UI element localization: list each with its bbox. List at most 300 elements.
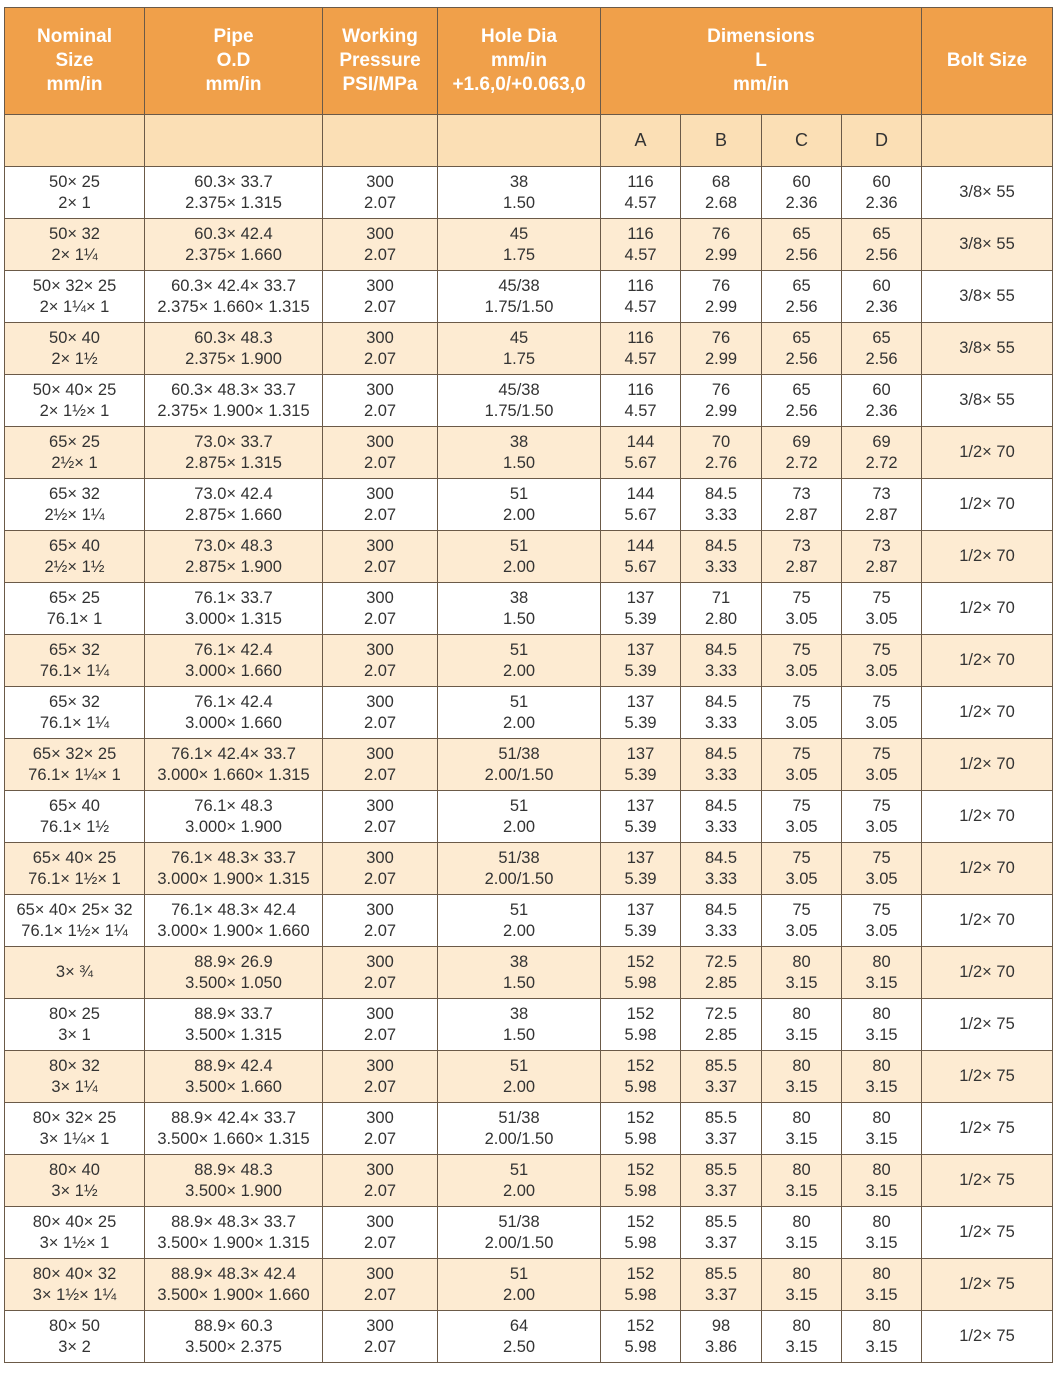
cell-nominal-size-line: 50× 40 — [49, 328, 100, 347]
col-header-nominal-size: Nominal Size mm/in — [5, 8, 145, 115]
cell-nominal-size — [5, 271, 145, 323]
cell-dim-d — [842, 635, 922, 687]
cell-dim-d-line: 2.56 — [865, 349, 898, 368]
cell-dim-a — [601, 167, 681, 219]
cell-pipe-od-line: 3.000× 1.660 — [185, 713, 282, 732]
cell-pipe-od-line: 3.500× 1.660 — [185, 1077, 282, 1096]
cell-working-pressure — [323, 999, 438, 1051]
cell-dim-c — [762, 843, 842, 895]
cell-dim-d — [842, 895, 922, 947]
cell-dim-a-line: 5.98 — [624, 1025, 657, 1044]
cell-working-pressure-line: 300 — [366, 692, 394, 711]
cell-working-pressure-line: 2.07 — [363, 245, 397, 264]
cell-pipe-od-line: 88.9× 48.3× 42.4 — [171, 1264, 296, 1283]
cell-pipe-od — [145, 479, 323, 531]
cell-dim-a-line: 4.57 — [624, 297, 657, 316]
cell-pipe-od-line: 2.375× 1.660 — [185, 245, 282, 264]
cell-pipe-od-line: 2.875× 1.660 — [185, 505, 282, 524]
cell-dim-a-line: 152 — [626, 1264, 655, 1283]
cell-dim-c-line: 80 — [792, 1212, 811, 1231]
col-header-dimensions: Dimensions L mm/in — [601, 8, 922, 115]
cell-dim-b-line: 3.86 — [704, 1337, 738, 1356]
cell-dim-b — [681, 895, 762, 947]
cell-hole-dia-line: 2.00/1.50 — [484, 1233, 554, 1252]
cell-pipe-od-line: 2.375× 1.900× 1.315 — [157, 401, 310, 420]
cell-hole-dia — [438, 687, 601, 739]
cell-hole-dia — [438, 1155, 601, 1207]
cell-dim-b — [681, 687, 762, 739]
cell-hole-dia-line: 1.50 — [502, 1025, 536, 1044]
cell-nominal-size-line: 65× 25 — [49, 432, 100, 451]
cell-dim-b-line: 2.68 — [704, 193, 738, 212]
table-row — [5, 531, 1053, 583]
cell-working-pressure — [323, 219, 438, 271]
cell-hole-dia-line: 2.00 — [502, 661, 536, 680]
cell-dim-b — [681, 1259, 762, 1311]
cell-dim-a-line: 137 — [626, 900, 655, 919]
cell-dim-d — [842, 1207, 922, 1259]
cell-dim-b-line: 3.33 — [704, 661, 738, 680]
cell-dim-d-line: 3.15 — [865, 1233, 898, 1252]
col-header-pipe-od: Pipe O.D mm/in — [145, 8, 323, 115]
cell-pipe-od-line: 3.000× 1.900× 1.660 — [157, 921, 310, 940]
cell-dim-d — [842, 1311, 922, 1363]
cell-dim-b-line: 98 — [711, 1316, 731, 1335]
cell-dim-a — [601, 1259, 681, 1311]
cell-working-pressure-line: 2.07 — [363, 869, 397, 888]
cell-dim-a — [601, 427, 681, 479]
cell-dim-b — [681, 791, 762, 843]
cell-dim-d-line: 3.15 — [865, 1129, 898, 1148]
cell-pipe-od-line: 2.875× 1.900 — [185, 557, 282, 576]
cell-dim-c-line: 69 — [792, 432, 811, 451]
cell-dim-a-line: 152 — [626, 1056, 655, 1075]
cell-nominal-size-line: 2½× 1½ — [44, 557, 105, 576]
cell-dim-b — [681, 1103, 762, 1155]
cell-bolt-size: 1/2× 70 — [922, 531, 1053, 583]
subheader-a: A — [601, 115, 681, 167]
cell-dim-a-line: 5.98 — [624, 1285, 657, 1304]
cell-dim-d-line: 3.05 — [865, 713, 898, 732]
cell-dim-a — [601, 687, 681, 739]
cell-dim-d-line: 75 — [872, 744, 891, 763]
cell-dim-c-line: 2.87 — [785, 505, 818, 524]
cell-hole-dia — [438, 843, 601, 895]
cell-working-pressure-line: 2.07 — [363, 297, 397, 316]
cell-nominal-size-line: 65× 32 — [49, 484, 100, 503]
cell-dim-d-line: 80 — [872, 1212, 891, 1231]
cell-pipe-od-line: 88.9× 48.3 — [194, 1160, 273, 1179]
cell-hole-dia-line: 51 — [509, 484, 529, 503]
cell-hole-dia — [438, 479, 601, 531]
cell-pipe-od-line: 2.375× 1.660× 1.315 — [157, 297, 310, 316]
cell-dim-a — [601, 1311, 681, 1363]
cell-dim-b — [681, 583, 762, 635]
cell-dim-d-line: 3.15 — [865, 1077, 898, 1096]
cell-dim-b-line: 2.80 — [704, 609, 738, 628]
cell-dim-d-line: 3.15 — [865, 1025, 898, 1044]
cell-nominal-size-line: 65× 25 — [49, 588, 100, 607]
cell-pipe-od-line: 60.3× 33.7 — [194, 172, 273, 191]
cell-dim-b-line: 3.33 — [704, 921, 738, 940]
cell-dim-b-line: 2.99 — [704, 245, 738, 264]
cell-dim-b-line: 76 — [711, 328, 731, 347]
cell-dim-b — [681, 271, 762, 323]
table-row — [5, 843, 1053, 895]
cell-dim-a-line: 152 — [626, 952, 655, 971]
cell-nominal-size-line: 3× 1¼× 1 — [39, 1129, 110, 1148]
cell-working-pressure-line: 300 — [366, 328, 394, 347]
cell-pipe-od — [145, 323, 323, 375]
cell-dim-c-line: 75 — [792, 692, 811, 711]
cell-pipe-od — [145, 635, 323, 687]
cell-pipe-od-line: 88.9× 42.4× 33.7 — [171, 1108, 296, 1127]
cell-hole-dia — [438, 739, 601, 791]
cell-pipe-od-line: 3.500× 1.900× 1.660 — [157, 1285, 310, 1304]
cell-hole-dia-line: 51/38 — [498, 744, 540, 763]
cell-working-pressure — [323, 1207, 438, 1259]
cell-dim-a — [601, 999, 681, 1051]
cell-dim-a — [601, 1051, 681, 1103]
cell-pipe-od-line: 60.3× 48.3× 33.7 — [171, 380, 296, 399]
cell-pipe-od — [145, 739, 323, 791]
cell-dim-b-line: 3.37 — [704, 1233, 738, 1252]
cell-nominal-size — [5, 1103, 145, 1155]
cell-hole-dia-line: 2.00 — [502, 713, 536, 732]
cell-dim-b-line: 71 — [711, 588, 731, 607]
cell-dim-d-line: 80 — [872, 952, 891, 971]
cell-dim-d-line: 3.15 — [865, 973, 898, 992]
cell-dim-b-line: 84.5 — [704, 848, 738, 867]
cell-nominal-size — [5, 1259, 145, 1311]
cell-hole-dia-line: 1.75 — [502, 349, 536, 368]
cell-dim-a-line: 137 — [626, 588, 655, 607]
cell-dim-c-line: 80 — [792, 1264, 811, 1283]
cell-working-pressure-line: 300 — [366, 1056, 394, 1075]
cell-bolt-size: 1/2× 70 — [922, 635, 1053, 687]
cell-dim-d-line: 60 — [872, 380, 891, 399]
cell-dim-b-line: 3.33 — [704, 557, 738, 576]
cell-hole-dia — [438, 1103, 601, 1155]
cell-bolt-size: 3/8× 55 — [922, 167, 1053, 219]
cell-working-pressure-line: 2.07 — [363, 661, 397, 680]
cell-hole-dia — [438, 427, 601, 479]
cell-nominal-size-line: 80× 40× 25 — [32, 1212, 117, 1231]
cell-dim-c-line: 65 — [792, 328, 811, 347]
cell-dim-d — [842, 1051, 922, 1103]
cell-pipe-od-line: 76.1× 42.4 — [194, 640, 273, 659]
cell-hole-dia — [438, 895, 601, 947]
cell-pipe-od-line: 60.3× 48.3 — [194, 328, 273, 347]
cell-dim-a-line: 5.67 — [624, 453, 657, 472]
cell-dim-b-line: 76 — [711, 276, 731, 295]
cell-dim-c-line: 3.05 — [785, 713, 818, 732]
cell-dim-a-line: 5.39 — [624, 609, 657, 628]
cell-bolt-size: 1/2× 75 — [922, 1207, 1053, 1259]
cell-nominal-size-line: 76.1× 1¼ — [39, 713, 110, 732]
cell-working-pressure-line: 2.07 — [363, 1077, 397, 1096]
cell-dim-c-line: 2.56 — [785, 349, 818, 368]
cell-hole-dia-line: 2.00 — [502, 817, 536, 836]
cell-dim-b-line: 85.5 — [704, 1160, 738, 1179]
cell-nominal-size — [5, 999, 145, 1051]
cell-pipe-od-line: 88.9× 48.3× 33.7 — [171, 1212, 296, 1231]
cell-dim-d-line: 3.05 — [865, 609, 898, 628]
cell-dim-d-line: 65 — [872, 224, 891, 243]
cell-working-pressure-line: 300 — [366, 640, 394, 659]
cell-dim-c-line: 3.15 — [785, 1181, 818, 1200]
cell-dim-b-line: 2.85 — [704, 973, 738, 992]
cell-dim-a — [601, 1155, 681, 1207]
cell-nominal-size-line: 80× 32 — [49, 1056, 100, 1075]
table-row — [5, 167, 1053, 219]
cell-dim-d-line: 3.05 — [865, 661, 898, 680]
cell-dim-a — [601, 791, 681, 843]
cell-working-pressure-line: 300 — [366, 172, 394, 191]
cell-working-pressure — [323, 167, 438, 219]
cell-working-pressure — [323, 947, 438, 999]
cell-dim-a-line: 4.57 — [624, 193, 657, 212]
cell-dim-d-line: 3.15 — [865, 1181, 898, 1200]
cell-hole-dia — [438, 947, 601, 999]
cell-dim-b — [681, 375, 762, 427]
cell-nominal-size — [5, 1311, 145, 1363]
cell-hole-dia — [438, 323, 601, 375]
cell-pipe-od-line: 60.3× 42.4× 33.7 — [171, 276, 296, 295]
cell-dim-d-line: 75 — [872, 796, 891, 815]
cell-hole-dia-line: 1.75 — [502, 245, 536, 264]
subheader-d: D — [842, 115, 922, 167]
cell-dim-b-line: 84.5 — [704, 692, 738, 711]
cell-hole-dia — [438, 167, 601, 219]
col-header-working-pressure: Working Pressure PSI/MPa — [323, 8, 438, 115]
cell-working-pressure — [323, 271, 438, 323]
cell-nominal-size-line: 65× 40× 25 — [32, 848, 117, 867]
table-row — [5, 947, 1053, 999]
cell-hole-dia — [438, 219, 601, 271]
cell-dim-a — [601, 323, 681, 375]
cell-dim-b-line: 84.5 — [704, 640, 738, 659]
cell-pipe-od-line: 76.1× 42.4× 33.7 — [171, 744, 296, 763]
cell-dim-b-line: 84.5 — [704, 536, 738, 555]
cell-nominal-size-line: 2½× 1¼ — [44, 505, 105, 524]
subheader-c: C — [762, 115, 842, 167]
cell-dim-c — [762, 791, 842, 843]
cell-working-pressure-line: 2.07 — [363, 557, 397, 576]
cell-nominal-size-line: 76.1× 1¼ — [39, 661, 110, 680]
cell-dim-a-line: 4.57 — [624, 401, 657, 420]
cell-dim-d-line: 73 — [872, 484, 891, 503]
cell-nominal-size-line: 3× 1½× 1 — [39, 1233, 110, 1252]
cell-dim-b-line: 85.5 — [704, 1212, 738, 1231]
cell-pipe-od-line: 76.1× 48.3× 42.4 — [171, 900, 296, 919]
cell-dim-a-line: 152 — [626, 1004, 655, 1023]
cell-dim-b — [681, 323, 762, 375]
cell-dim-c — [762, 1207, 842, 1259]
cell-pipe-od-line: 2.375× 1.900 — [185, 349, 282, 368]
cell-dim-d-line: 80 — [872, 1108, 891, 1127]
cell-bolt-size: 1/2× 70 — [922, 947, 1053, 999]
cell-dim-d — [842, 323, 922, 375]
table-row — [5, 219, 1053, 271]
cell-working-pressure — [323, 791, 438, 843]
cell-dim-a — [601, 895, 681, 947]
cell-dim-b-line: 3.37 — [704, 1181, 738, 1200]
cell-working-pressure-line: 300 — [366, 1212, 394, 1231]
cell-dim-c — [762, 219, 842, 271]
cell-dim-b-line: 84.5 — [704, 900, 738, 919]
table-row — [5, 479, 1053, 531]
cell-dim-a-line: 5.98 — [624, 973, 657, 992]
cell-pipe-od — [145, 999, 323, 1051]
subheader-empty — [145, 115, 323, 167]
cell-dim-a — [601, 583, 681, 635]
cell-hole-dia — [438, 999, 601, 1051]
cell-dim-d-line: 60 — [872, 276, 891, 295]
cell-dim-c — [762, 635, 842, 687]
cell-dim-b-line: 68 — [711, 172, 731, 191]
cell-working-pressure-line: 300 — [366, 1264, 394, 1283]
cell-pipe-od-line: 3.000× 1.900× 1.315 — [157, 869, 310, 888]
cell-hole-dia-line: 1.50 — [502, 973, 536, 992]
cell-dim-c-line: 3.05 — [785, 765, 818, 784]
col-header-hole-dia: Hole Dia mm/in +1.6,0/+0.063,0 — [438, 8, 601, 115]
cell-dim-c-line: 80 — [792, 952, 811, 971]
cell-nominal-size — [5, 323, 145, 375]
cell-dim-d — [842, 739, 922, 791]
cell-pipe-od-line: 3.000× 1.900 — [185, 817, 282, 836]
cell-nominal-size — [5, 1051, 145, 1103]
cell-dim-c-line: 65 — [792, 380, 811, 399]
cell-dim-c-line: 60 — [792, 172, 811, 191]
table-row — [5, 895, 1053, 947]
cell-bolt-size: 1/2× 70 — [922, 895, 1053, 947]
cell-dim-c — [762, 1259, 842, 1311]
cell-dim-b-line: 72.5 — [704, 952, 738, 971]
cell-dim-d — [842, 167, 922, 219]
cell-hole-dia — [438, 635, 601, 687]
cell-dim-d — [842, 947, 922, 999]
cell-pipe-od — [145, 895, 323, 947]
cell-dim-c-line: 3.15 — [785, 1233, 818, 1252]
cell-dim-c — [762, 1103, 842, 1155]
cell-pipe-od-line: 3.000× 1.660 — [185, 661, 282, 680]
cell-dim-a — [601, 843, 681, 895]
cell-hole-dia-line: 2.50 — [502, 1337, 536, 1356]
cell-dim-d-line: 75 — [872, 848, 891, 867]
cell-working-pressure — [323, 583, 438, 635]
cell-dim-a-line: 116 — [627, 276, 654, 295]
cell-bolt-size: 1/2× 70 — [922, 687, 1053, 739]
cell-dim-b-line: 3.33 — [704, 869, 738, 888]
cell-hole-dia-line: 38 — [509, 172, 529, 191]
cell-dim-c-line: 3.15 — [785, 1077, 818, 1096]
cell-dim-d-line: 73 — [872, 536, 891, 555]
subheader-b: B — [681, 115, 762, 167]
cell-hole-dia-line: 2.00/1.50 — [484, 1129, 554, 1148]
cell-dim-c — [762, 947, 842, 999]
cell-dim-d-line: 65 — [872, 328, 891, 347]
cell-working-pressure-line: 300 — [366, 432, 394, 451]
cell-dim-d — [842, 1259, 922, 1311]
cell-dim-a-line: 5.39 — [624, 817, 657, 836]
cell-working-pressure-line: 300 — [366, 796, 394, 815]
cell-working-pressure-line: 2.07 — [363, 1025, 397, 1044]
cell-hole-dia-line: 2.00 — [502, 1077, 536, 1096]
cell-pipe-od-line: 88.9× 26.9 — [194, 952, 273, 971]
cell-hole-dia-line: 51 — [509, 1264, 529, 1283]
cell-dim-a-line: 116 — [627, 172, 654, 191]
cell-dim-d — [842, 791, 922, 843]
cell-working-pressure-line: 2.07 — [363, 349, 397, 368]
cell-nominal-size-line: 3× 1½× 1¼ — [32, 1285, 117, 1304]
cell-hole-dia-line: 51 — [509, 536, 529, 555]
cell-working-pressure-line: 300 — [366, 276, 394, 295]
cell-dim-d-line: 3.05 — [865, 817, 898, 836]
cell-pipe-od-line: 73.0× 33.7 — [194, 432, 273, 451]
cell-dim-d-line: 2.87 — [865, 557, 898, 576]
cell-pipe-od — [145, 583, 323, 635]
cell-dim-c-line: 75 — [792, 640, 811, 659]
cell-working-pressure — [323, 375, 438, 427]
cell-working-pressure-line: 300 — [366, 848, 394, 867]
cell-dim-c-line: 3.15 — [785, 1025, 818, 1044]
cell-nominal-size-line: 65× 32× 25 — [32, 744, 117, 763]
cell-pipe-od — [145, 1051, 323, 1103]
cell-hole-dia-line: 45/38 — [498, 380, 540, 399]
cell-dim-c-line: 75 — [792, 900, 811, 919]
cell-dim-c-line: 75 — [792, 744, 811, 763]
cell-working-pressure-line: 300 — [366, 1160, 394, 1179]
cell-hole-dia — [438, 791, 601, 843]
cell-dim-a-line: 5.98 — [624, 1077, 657, 1096]
cell-bolt-size: 1/2× 75 — [922, 1259, 1053, 1311]
cell-pipe-od-line: 88.9× 60.3 — [194, 1316, 273, 1335]
cell-dim-a-line: 5.39 — [624, 765, 657, 784]
cell-bolt-size: 1/2× 70 — [922, 739, 1053, 791]
cell-pipe-od-line: 76.1× 48.3 — [194, 796, 273, 815]
cell-dim-a-line: 144 — [626, 484, 655, 503]
cell-dim-a — [601, 1207, 681, 1259]
cell-working-pressure — [323, 895, 438, 947]
cell-dim-b — [681, 843, 762, 895]
cell-nominal-size-line: 3× 1¼ — [51, 1077, 98, 1096]
cell-dim-a-line: 116 — [627, 380, 654, 399]
cell-pipe-od — [145, 427, 323, 479]
cell-hole-dia-line: 51/38 — [498, 1212, 540, 1231]
cell-dim-b-line: 3.33 — [704, 817, 738, 836]
cell-nominal-size-line: 2× 1¼ — [51, 245, 98, 264]
cell-dim-c-line: 2.56 — [785, 245, 818, 264]
cell-dim-c — [762, 739, 842, 791]
cell-nominal-size-line: 3× ¾ — [55, 963, 94, 981]
cell-bolt-size: 1/2× 75 — [922, 1051, 1053, 1103]
cell-dim-c — [762, 895, 842, 947]
subheader-empty — [438, 115, 601, 167]
cell-dim-d — [842, 687, 922, 739]
cell-pipe-od — [145, 271, 323, 323]
cell-bolt-size: 1/2× 75 — [922, 1103, 1053, 1155]
cell-dim-c-line: 3.05 — [785, 869, 818, 888]
cell-dim-c — [762, 479, 842, 531]
cell-nominal-size-line: 65× 40 — [49, 536, 100, 555]
cell-hole-dia-line: 38 — [509, 952, 529, 971]
cell-nominal-size-line: 76.1× 1½× 1 — [28, 869, 121, 888]
cell-hole-dia-line: 2.00/1.50 — [484, 869, 554, 888]
cell-dim-a-line: 5.98 — [624, 1233, 657, 1252]
cell-dim-c-line: 80 — [792, 1108, 811, 1127]
cell-nominal-size — [5, 791, 145, 843]
